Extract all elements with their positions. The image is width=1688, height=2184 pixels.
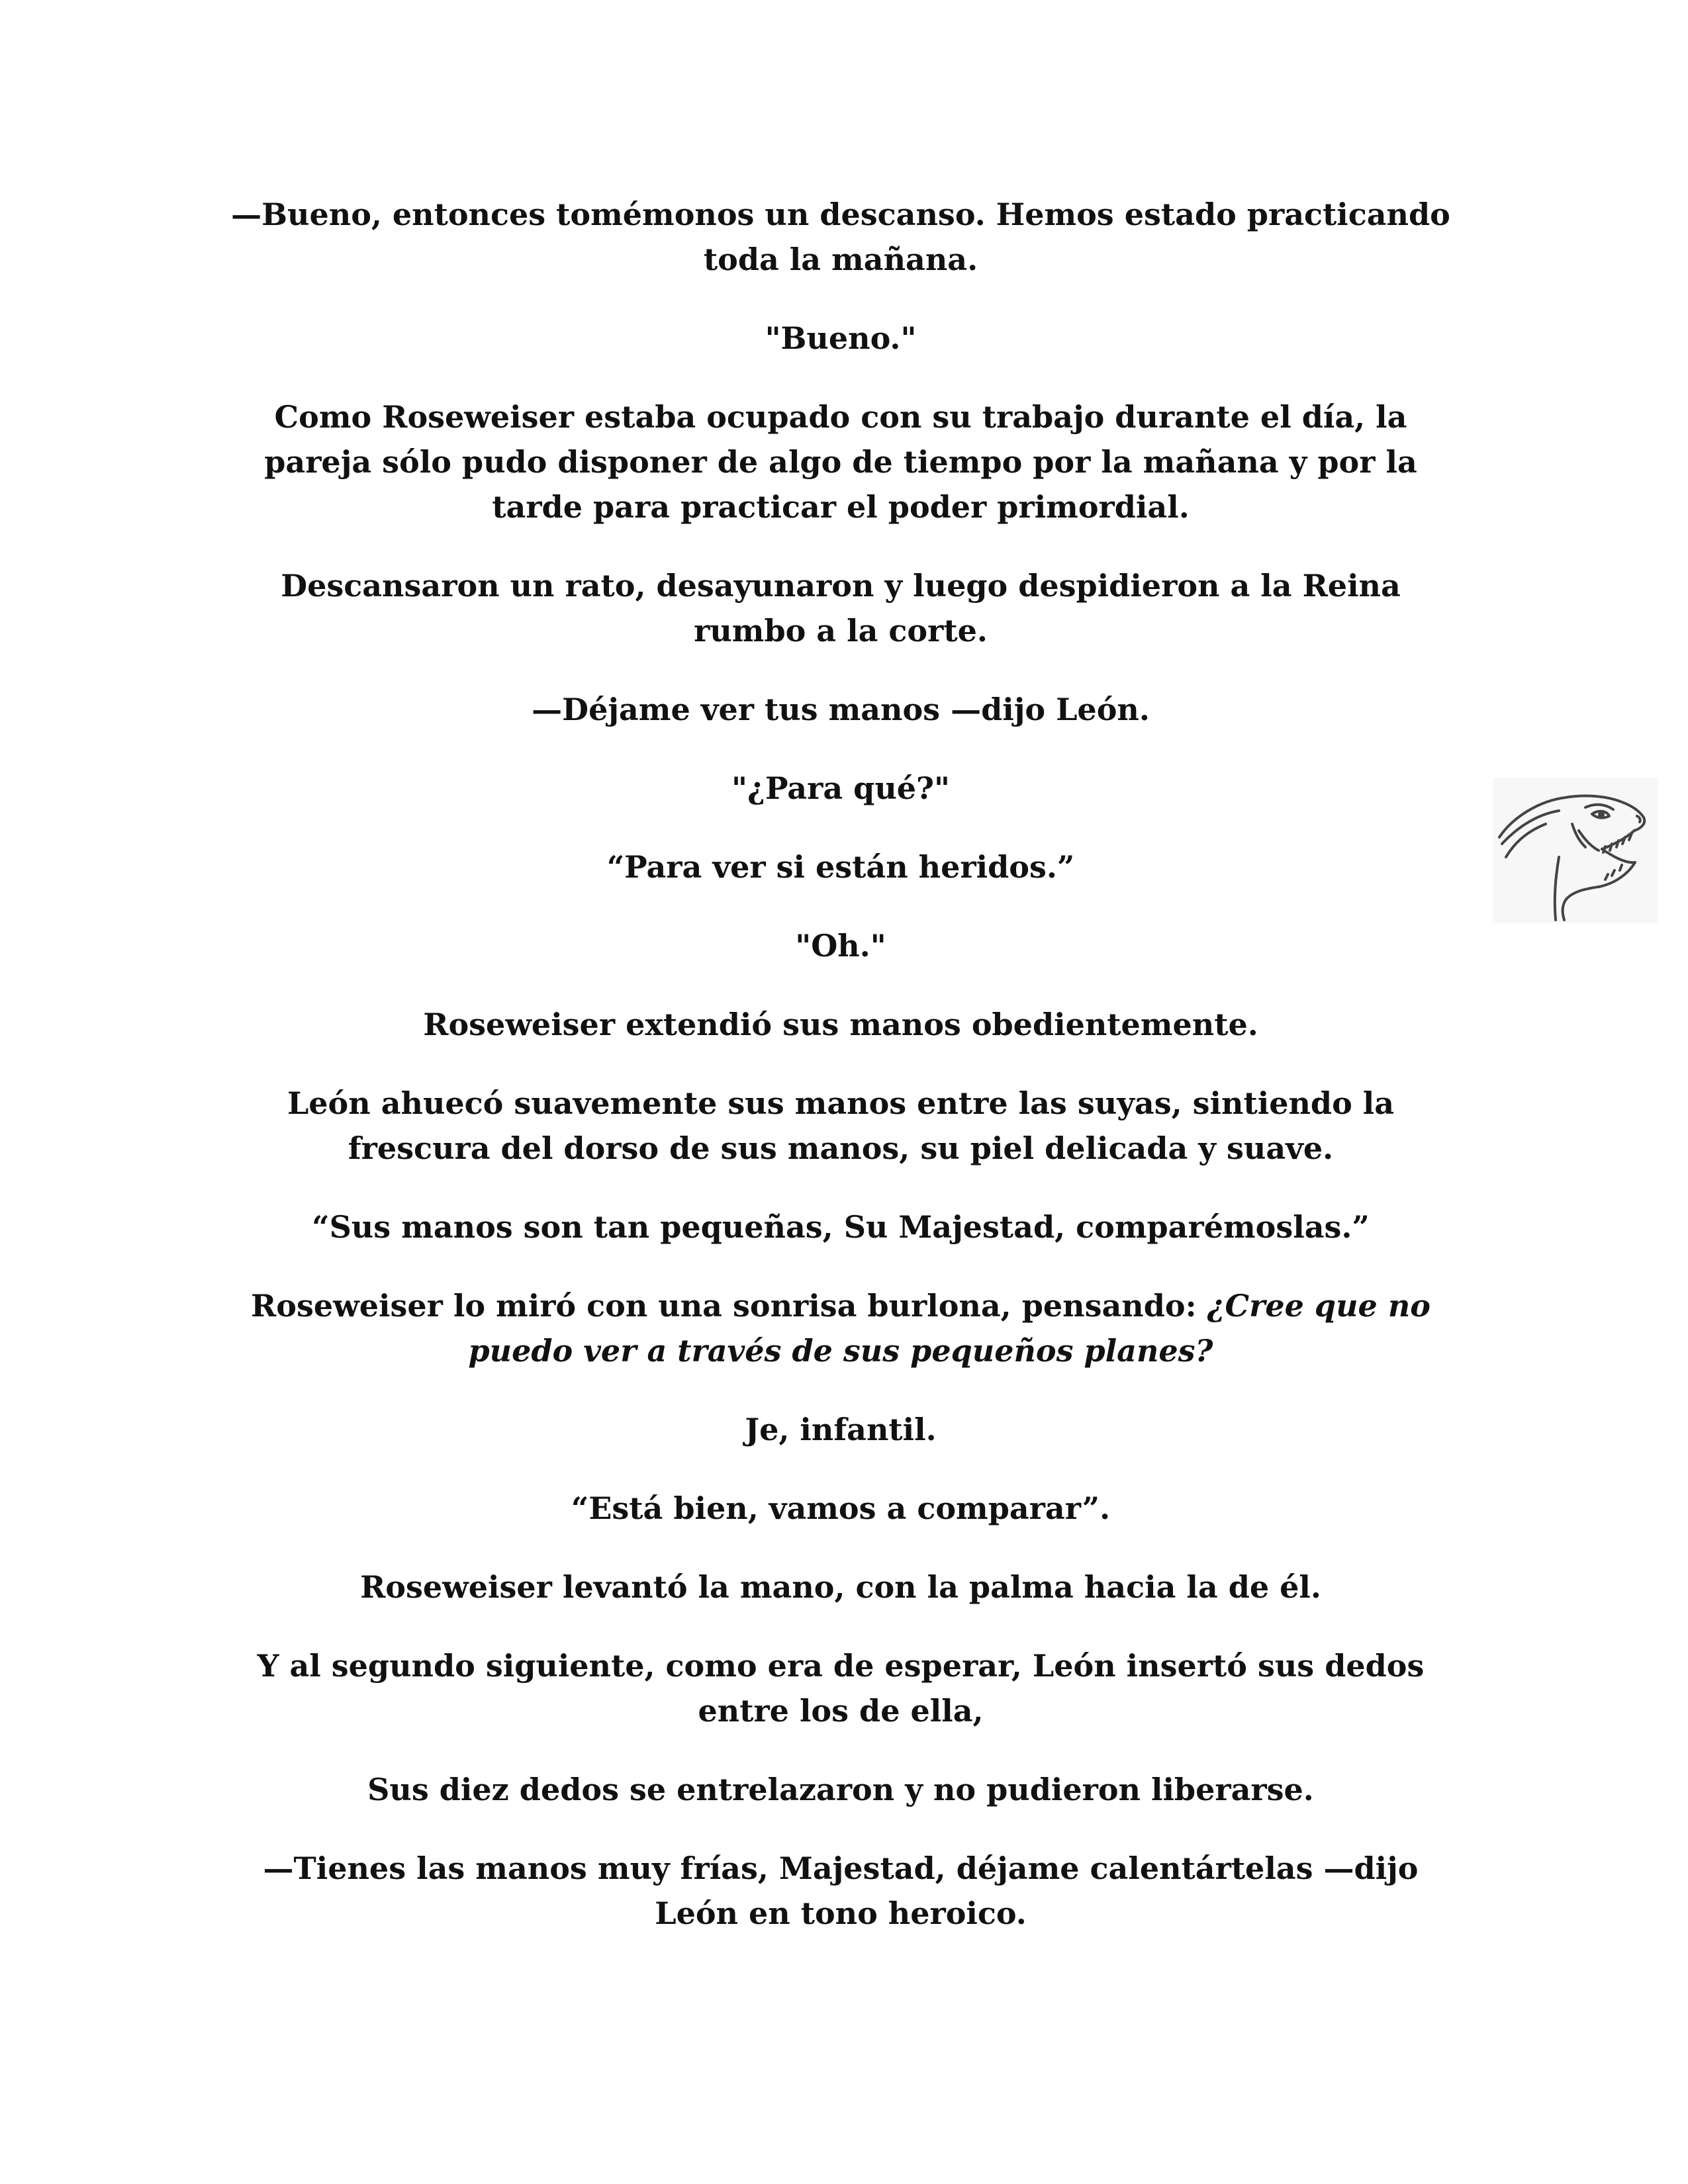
paragraph-6: "¿Para qué?" — [731, 770, 950, 806]
paragraph-12 — [225, 1283, 1456, 1373]
paragraph-12-italic: ¿Cree que no puedo ver a través de sus pequeños planes? — [468, 1288, 1430, 1369]
paragraph-16: Y al segundo siguiente, como era de esperar, León insertó sus dedos entre los de ella, — [257, 1648, 1425, 1729]
paragraph-17: Sus diez dedos se entrelazaron y no pudieron liberarse. — [367, 1772, 1314, 1807]
paragraph-2: "Bueno." — [765, 320, 917, 356]
document-page — [225, 192, 1456, 1970]
paragraph-9: Roseweiser extendió sus manos obedientemente. — [423, 1007, 1258, 1042]
paragraph-15: Roseweiser levantó la mano, con la palma hacia la de él. — [360, 1569, 1321, 1605]
paragraph-1: —Bueno, entonces tomémonos un descanso. Hemos estado practicando toda la mañana. — [231, 197, 1450, 277]
paragraph-18: —Tienes las manos muy frías, Majestad, déjame calentártelas —dijo León en tono heroico. — [263, 1850, 1419, 1931]
paragraph-7: “Para ver si están heridos.” — [606, 849, 1075, 885]
paragraph-5: —Déjame ver tus manos —dijo León. — [532, 692, 1150, 727]
paragraph-8: "Oh." — [795, 928, 886, 964]
paragraph-10: León ahuecó suavemente sus manos entre las suyas, sintiendo la frescura del dorso de sus manos, su piel delicada y suave. — [287, 1085, 1395, 1166]
paragraph-11: “Sus manos son tan pequeñas, Su Majestad, comparémoslas.” — [312, 1209, 1370, 1245]
paragraph-14: “Está bien, vamos a comparar”. — [571, 1490, 1111, 1526]
paragraph-12-text: Roseweiser lo miró con una sonrisa burlona, pensando: — [251, 1288, 1207, 1324]
dinosaur-head-sketch-icon — [1493, 778, 1658, 923]
paragraph-13: Je, infantil. — [745, 1412, 937, 1447]
paragraph-4: Descansaron un rato, desayunaron y luego despidieron a la Reina rumbo a la corte. — [281, 568, 1401, 649]
paragraph-3: Como Roseweiser estaba ocupado con su trabajo durante el día, la pareja sólo pudo disponer de algo de tiempo por la mañana y por la tarde para practicar el poder primordial. — [264, 399, 1417, 525]
